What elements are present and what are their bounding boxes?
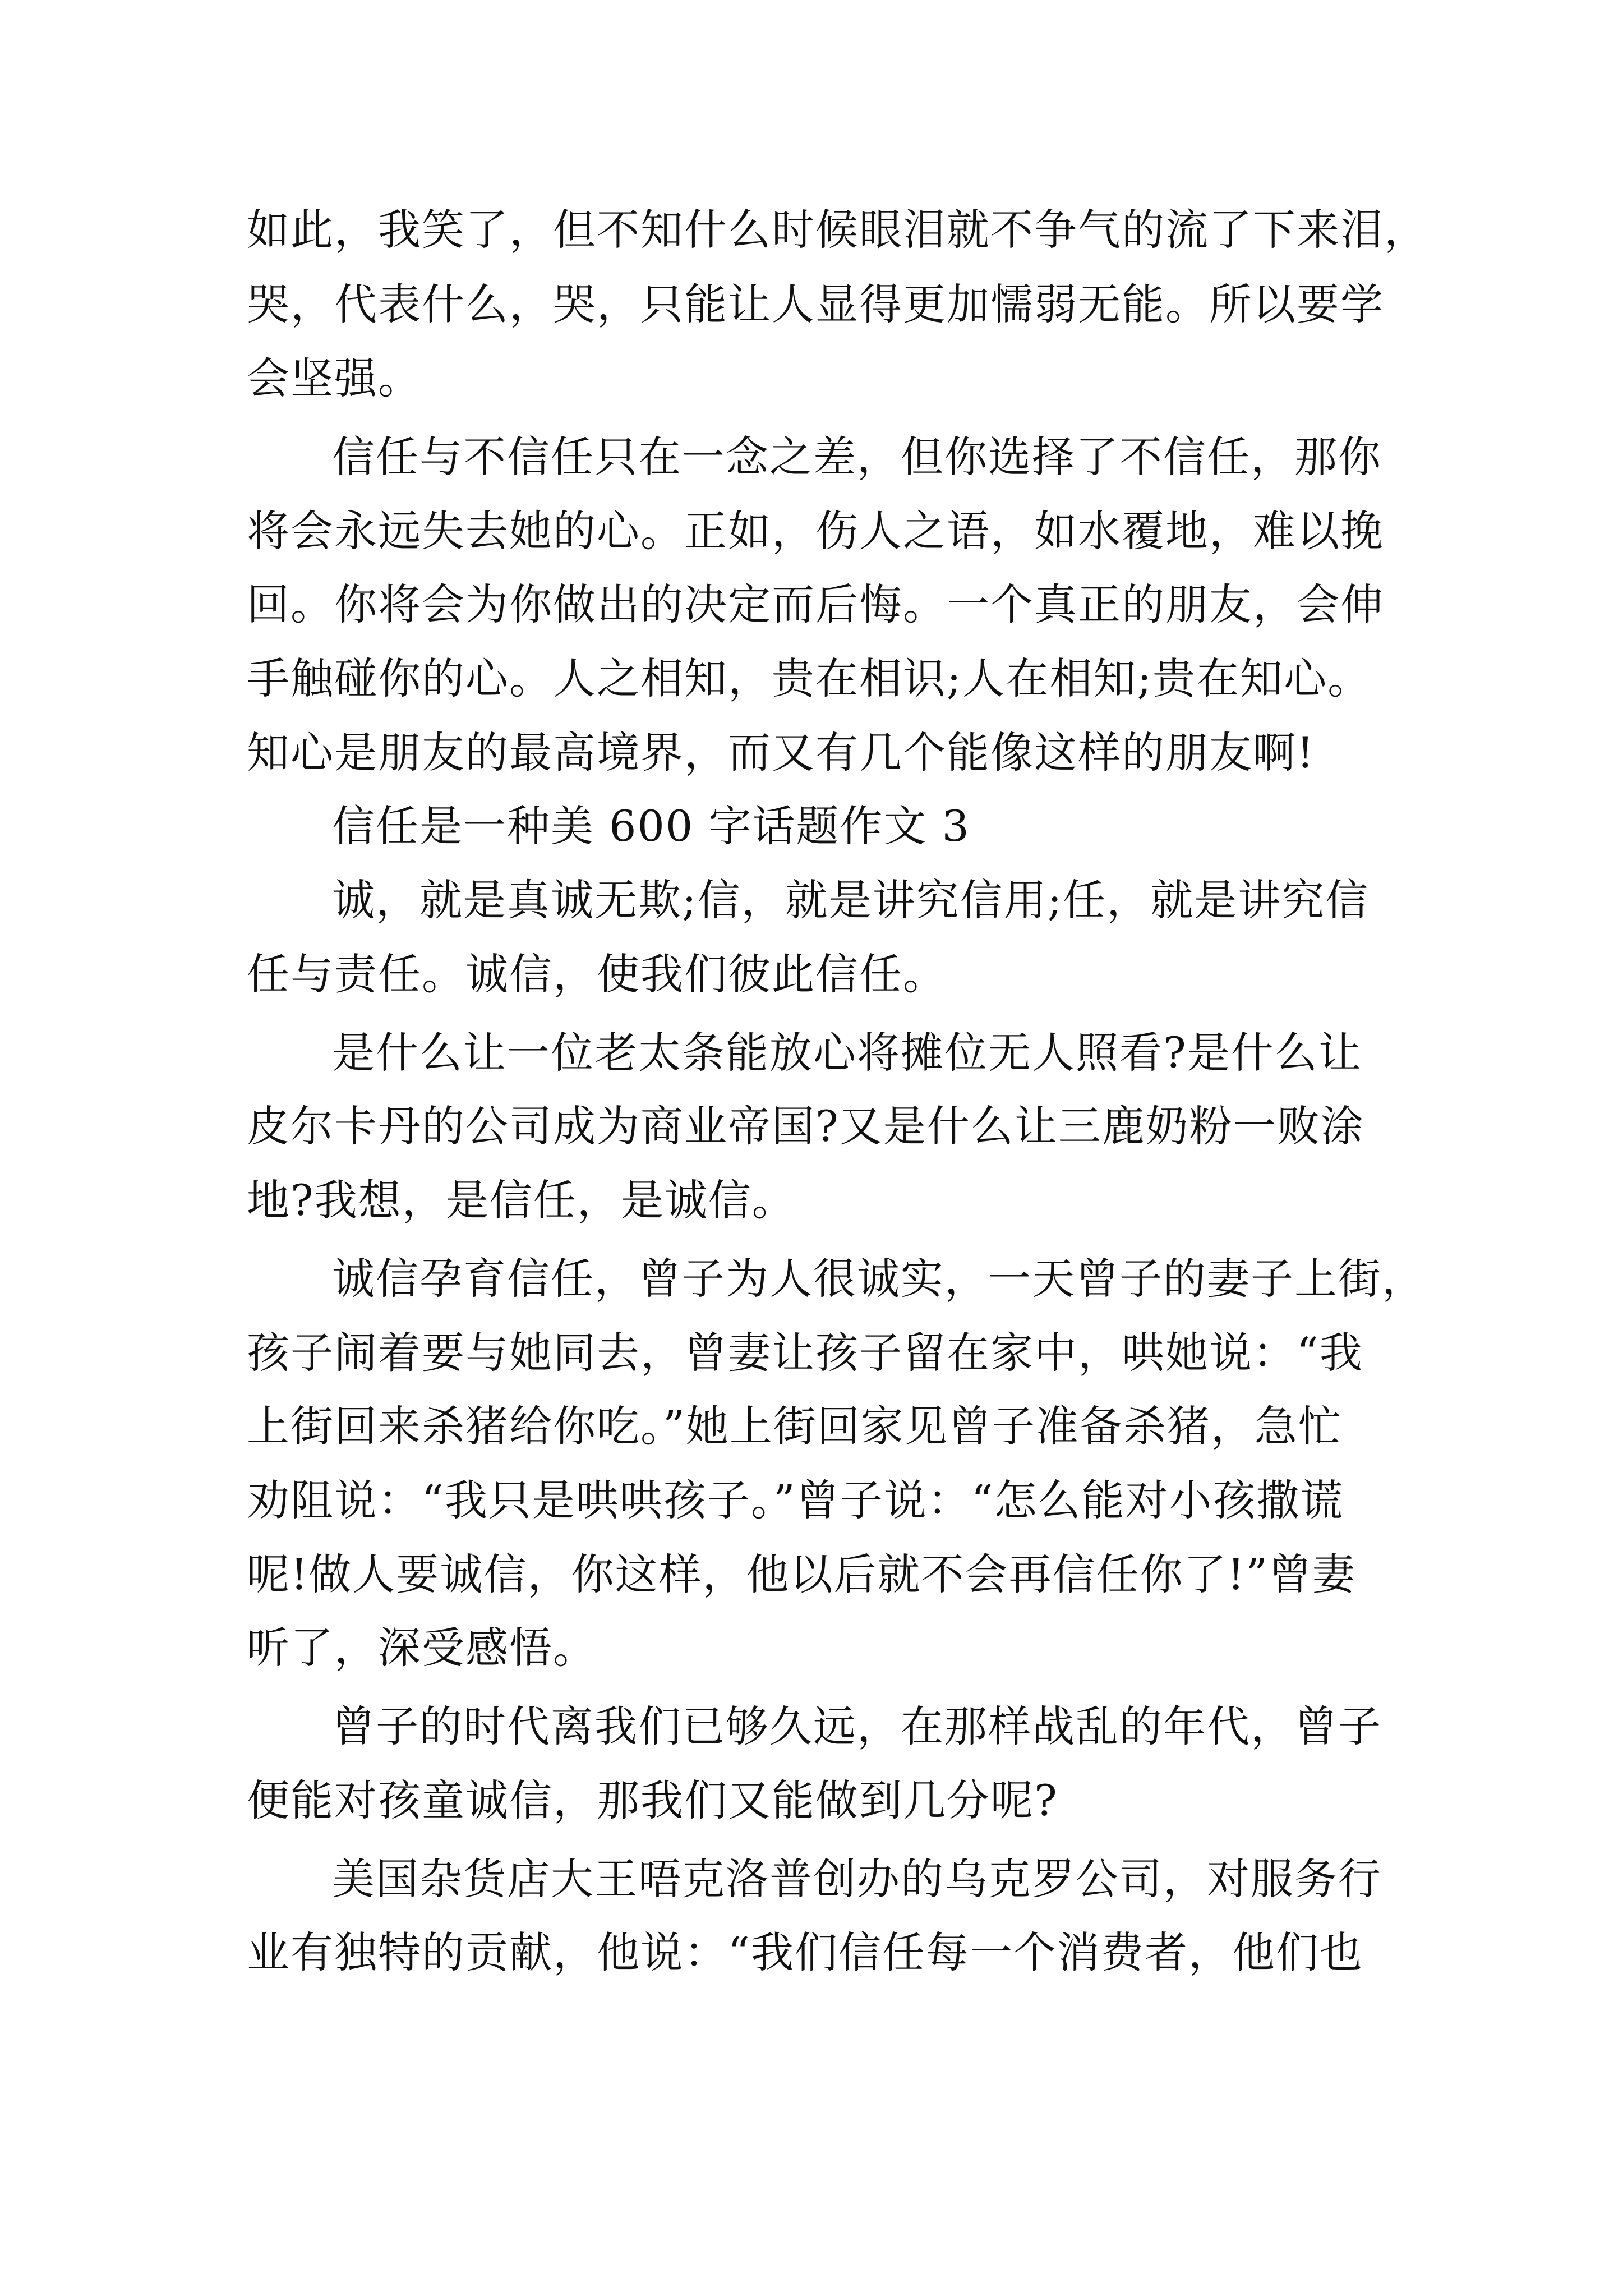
paragraph-first-line: 曾子的时代离我们已够久远，在那样战乱的年代，曾子 bbox=[332, 1701, 1382, 1751]
text-line: 呢!做人要诚信，你这样，他以后就不会再信任你了!”曾妻 bbox=[247, 1549, 1356, 1599]
section-heading: 信任是一种美 600 字话题作文 3 bbox=[332, 801, 970, 851]
text-line: 任与责任。诚信，使我们彼此信任。 bbox=[247, 949, 947, 999]
paragraph-first-line: 美国杂货店大王唔克洛普创办的乌克罗公司，对服务行 bbox=[332, 1854, 1382, 1904]
text-line: 孩子闹着要与她同去，曾妻让孩子留在家中，哄她说：“我 bbox=[247, 1328, 1363, 1378]
paragraph-first-line: 信任与不信任只在一念之差，但你选择了不信任，那你 bbox=[332, 432, 1382, 482]
text-line: 业有独特的贡献，他说：“我们信任每一个消费者，他们也 bbox=[247, 1927, 1363, 1977]
text-line: 地?我想，是信任，是诚信。 bbox=[247, 1175, 796, 1225]
text-line: 皮尔卡丹的公司成为商业帝国?又是什么让三鹿奶粉一败涂 bbox=[247, 1101, 1364, 1151]
paragraph-first-line: 诚，就是真诚无欺;信，就是讲究信用;任，就是讲究信 bbox=[332, 875, 1370, 925]
text-line: 手触碰你的心。人之相知，贵在相识;人在相知;贵在知心。 bbox=[247, 654, 1372, 703]
text-line: 回。你将会为你做出的决定而后悔。一个真正的朋友，会伸 bbox=[247, 579, 1384, 629]
text-line: 便能对孩童诚信，那我们又能做到几分呢? bbox=[247, 1775, 1058, 1825]
text-line: 上街回来杀猪给你吃。”她上街回家见曾子准备杀猪，急忙 bbox=[247, 1401, 1342, 1451]
text-line: 劝阻说：“我只是哄哄孩子。”曾子说：“怎么能对小孩撒谎 bbox=[247, 1475, 1344, 1525]
text-line: 哭，代表什么，哭，只能让人显得更加懦弱无能。所以要学 bbox=[247, 279, 1384, 329]
text-line: 知心是朋友的最高境界，而又有几个能像这样的朋友啊! bbox=[247, 728, 1315, 777]
text-line: 听了，深受感悟。 bbox=[247, 1623, 597, 1673]
paragraph-first-line: 是什么让一位老太条能放心将摊位无人照看?是什么让 bbox=[332, 1028, 1362, 1078]
paragraph-first-line: 诚信孕育信任，曾子为人很诚实，一天曾子的妻子上街， bbox=[332, 1254, 1426, 1304]
text-line: 会坚强。 bbox=[247, 353, 422, 403]
text-line: 将会永远失去她的心。正如，伤人之语，如水覆地，难以挽 bbox=[247, 506, 1384, 556]
text-line: 如此，我笑了，但不知什么时候眼泪就不争气的流了下来泪， bbox=[247, 205, 1428, 255]
